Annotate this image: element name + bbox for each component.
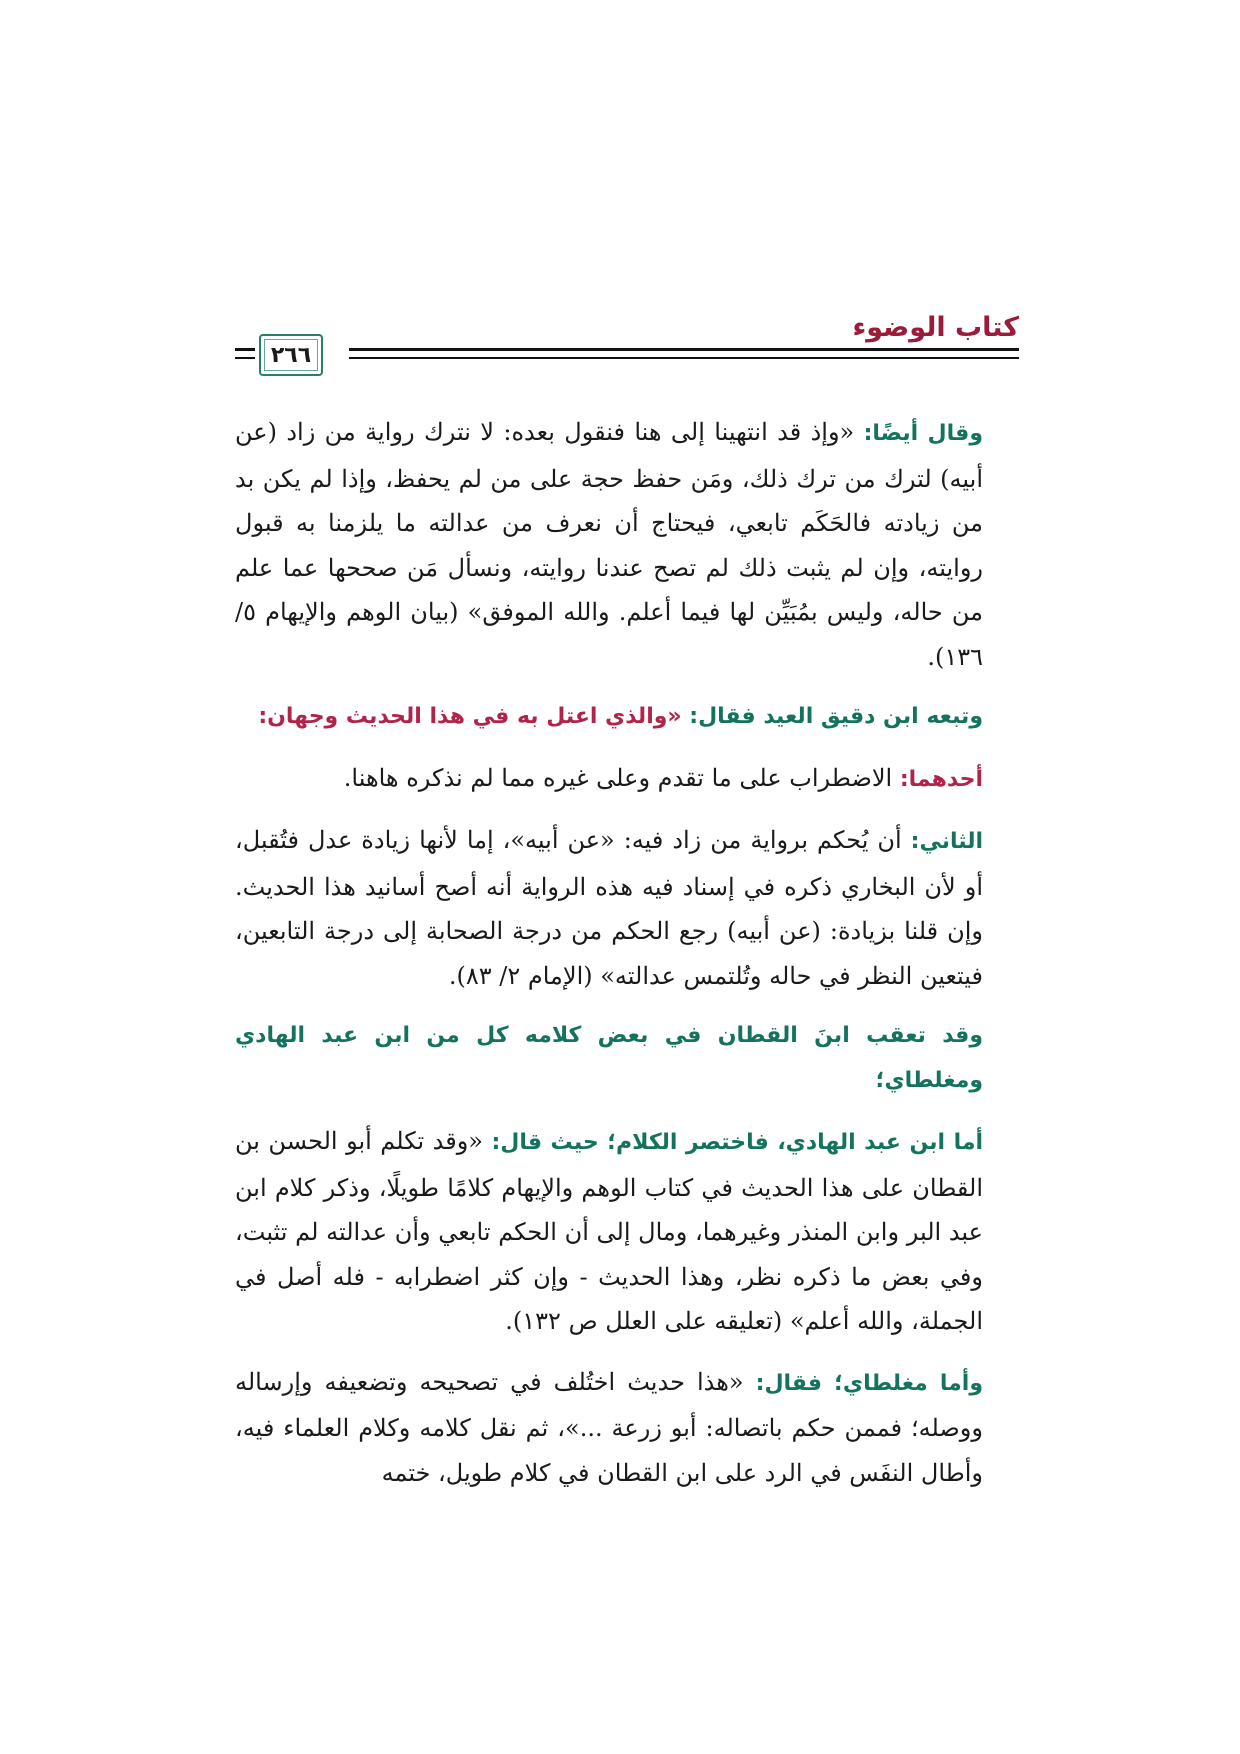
paragraph-1-lead: وقال أيضًا: bbox=[863, 421, 983, 446]
header-rule-left-bottom bbox=[235, 357, 255, 359]
header-rule-top bbox=[349, 348, 1019, 351]
paragraph-6 bbox=[235, 1119, 1019, 1344]
paragraph-4 bbox=[235, 818, 1019, 998]
paragraph-4-lead: الثاني: bbox=[910, 829, 983, 854]
header-rule-left-top bbox=[235, 348, 255, 351]
paragraph-4-text: أن يُحكم برواية من زاد فيه: «عن أبيه»، إما لأنها زيادة عدل فتُقبل، أو لأن البخاري ذكره في إسناد فيه هذه الرواية أنه أصح أسانيد هذا الحديث. وإن قلنا بزيادة: (عن أبيه) رجع الحكم من درجة الصحابة إلى درجة التابعين، فيتعين النظر في حاله وتُلتمس عدالته» (الإمام ٢/ ٨٣). bbox=[235, 826, 983, 990]
paragraph-2-lead: وتبعه ابن دقيق العيد فقال: bbox=[689, 704, 983, 729]
paragraph-7-text: «هذا حديث اختُلف في تصحيحه وتضعيفه وإرساله ووصله؛ فممن حكم باتصاله: أبو زرعة ...»، ثم نقل كلامه وكلام العلماء فيه، وأطال النفَس في الرد على ابن القطان في كلام طويل، ختمه bbox=[235, 1367, 983, 1487]
paragraph-2-quote: «والذي اعتل به في هذا الحديث وجهان: bbox=[258, 704, 690, 729]
paragraph-2 bbox=[235, 695, 1019, 740]
paragraph-3-text: الاضطراب على ما تقدم وعلى غيره مما لم نذكره هاهنا. bbox=[343, 763, 900, 792]
paragraph-3-lead: أحدهما: bbox=[899, 766, 983, 792]
paragraph-7 bbox=[235, 1360, 1019, 1496]
page-header bbox=[235, 312, 1019, 388]
page-number: ٢٦٦ bbox=[270, 342, 312, 368]
paragraph-1-text: «وإذ قد انتهينا إلى هنا فنقول بعده: لا نترك رواية من زاد (عن أبيه) لترك من ترك ذلك، ومَن حفظ حجة على من لم يحفظ، وإذا لم يكن بد من زيادته فالحَكَم تابعي، فيحتاج أن نعرف من عدالته ما يلزمنا به قبول روايته، وإن لم يثبت ذلك لم تصح عندنا روايته، ونسأل مَن صححها عما علم من حاله، وليس بمُبَيِّن لها فيما أعلم. والله الموفق» (بيان الوهم والإيهام ٥/ ١٣٦). bbox=[235, 418, 983, 671]
paragraph-7-lead: وأما مغلطاي؛ فقال: bbox=[755, 1370, 983, 1396]
paragraph-1 bbox=[235, 410, 1019, 679]
paragraph-5: وقد تعقب ابنَ القطان في بعض كلامه كل من ابن عبد الهادي ومغلطاي؛ bbox=[235, 1023, 983, 1093]
page-number-frame bbox=[259, 334, 323, 376]
book-title: كتاب الوضوء bbox=[852, 312, 1019, 343]
header-rule-bottom bbox=[349, 357, 1019, 359]
body-text bbox=[235, 410, 1019, 1511]
paragraph-6-text: «وقد تكلم أبو الحسن بن القطان على هذا الحديث في كتاب الوهم والإيهام كلامًا طويلًا، وذكر كلام ابن عبد البر وابن المنذر وغيرهما، ومال إلى أن الحكم تابعي وأن عدالته لم تثبت، وفي بعض ما ذكره نظر، وهذا الحديث - وإن كثر اضطرابه - فله أصل في الجملة، والله أعلم» (تعليقه على العلل ص ١٣٢). bbox=[235, 1127, 983, 1335]
paragraph-6-lead: أما ابن عبد الهادي، فاختصر الكلام؛ حيث قال: bbox=[491, 1130, 984, 1155]
paragraph-3 bbox=[235, 756, 1019, 803]
